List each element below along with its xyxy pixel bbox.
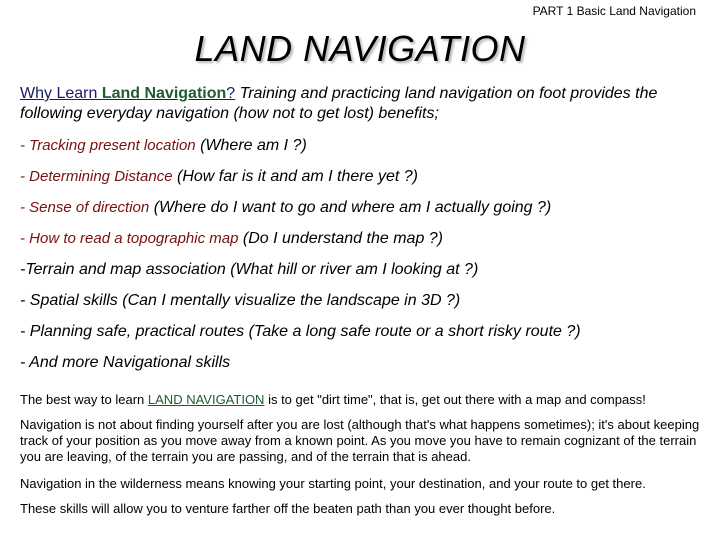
land-navigation-link[interactable]: LAND NAVIGATION xyxy=(147,392,265,407)
paragraph-wilderness: Navigation in the wilderness means knowing your starting point, your destination, and your route to get there. xyxy=(20,476,646,491)
item-question: (What hill or river am I looking at ?) xyxy=(225,261,479,278)
item-topic: - How to read a topographic map xyxy=(20,230,239,247)
list-item xyxy=(20,136,710,167)
intro-qmark: ? xyxy=(226,85,236,102)
item-question: (Can I mentally visualize the landscape in 3D ?) xyxy=(117,292,461,309)
benefit-list xyxy=(20,136,710,384)
intro-bold: Land Navigation xyxy=(101,85,227,102)
item-topic: -Terrain and map association xyxy=(20,261,226,278)
item-question: (Do I understand the map ?) xyxy=(238,230,444,247)
item-question: (Where do I want to go and where am I actually going ?) xyxy=(149,199,552,216)
item-topic: - Spatial skills xyxy=(20,292,118,309)
list-item xyxy=(20,322,710,353)
intro-prefix: Why Learn xyxy=(20,85,102,102)
paragraph-navigation: Navigation is not about finding yourself after you are lost (although that's what happens sometimes); it's about keeping track of your position as you move away from a known point. As you move you have to remain cognizant of the terrain you are leaving, of the terrain you are passing, and of the terrain that is ahead. xyxy=(20,417,700,464)
item-topic: - Planning safe, practical routes xyxy=(20,323,245,340)
item-question: (Where am I ?) xyxy=(195,137,307,154)
item-topic: - Sense of direction xyxy=(20,199,150,216)
intro-paragraph xyxy=(20,84,710,124)
list-item xyxy=(20,260,710,291)
list-item xyxy=(20,229,710,260)
list-item xyxy=(20,353,710,384)
p1-text-b: is to get "dirt time", that is, get out there with a map and compass! xyxy=(264,392,646,407)
item-question: (How far is it and am I there yet ?) xyxy=(172,168,418,185)
item-question: (Take a long safe route or a short risky route ?) xyxy=(244,323,581,340)
page-title: LAND NAVIGATION xyxy=(194,28,526,69)
item-topic: - Determining Distance xyxy=(20,168,173,185)
list-item xyxy=(20,198,710,229)
header-text: PART 1 Basic Land Navigation xyxy=(532,4,696,18)
list-item xyxy=(20,291,710,322)
intro-rest: Training and practicing land navigation on foot provides the following everyday navigation (how not to get lost) benefits; xyxy=(20,85,658,122)
list-item xyxy=(20,167,710,198)
item-topic: - And more Navigational skills xyxy=(20,354,231,371)
p1-text-a: The best way to learn xyxy=(20,392,148,407)
paragraph-skills: These skills will allow you to venture farther off the beaten path than you ever thought before. xyxy=(20,501,556,516)
intro-question xyxy=(20,85,235,102)
item-topic: - Tracking present location xyxy=(20,137,196,154)
paragraph-best-way xyxy=(20,392,710,408)
